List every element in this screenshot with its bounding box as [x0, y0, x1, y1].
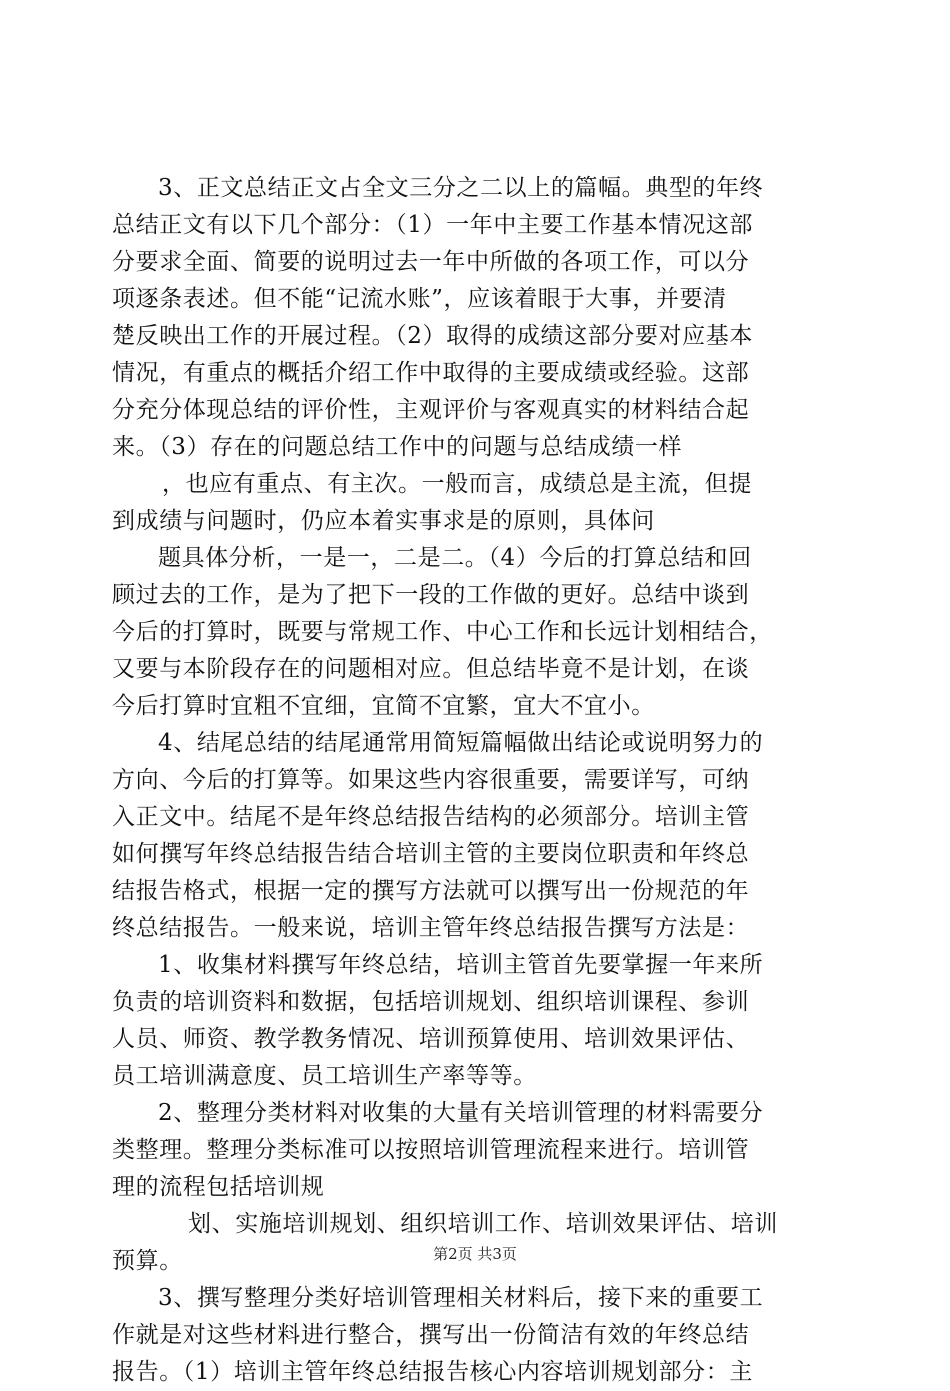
text-line: 4、结尾总结的结尾通常用简短篇幅做出结论或说明努力的 [158, 730, 764, 756]
text-line: 入正文中。结尾不是年终总结报告结构的必须部分。培训主管 [112, 804, 750, 830]
text-line: 3、正文总结正文占全文三分之二以上的篇幅。典型的年终 [158, 175, 764, 201]
text-line: 题具体分析，一是一，二是二。（4）今后的打算总结和回 [158, 545, 752, 571]
text-line: 又要与本阶段存在的问题相对应。但总结毕竟不是计划，在谈 [112, 656, 750, 682]
text-line: 理的流程包括培训规 [112, 1174, 325, 1200]
text-line: 报告。（1）培训主管年终总结报告核心内容培训规划部分：主 [112, 1359, 753, 1385]
text-line: 1、收集材料撰写年终总结，培训主管首先要掌握一年来所 [158, 952, 764, 978]
text-line: 人员、师资、教学教务情况、培训预算使用、培训效果评估、 [112, 1026, 750, 1052]
text-line: 项逐条表述。但不能“记流水账”，应该着眼于大事，并要清 [112, 286, 727, 312]
text-line: 类整理。整理分类标准可以按照培训管理流程来进行。培训管 [112, 1137, 750, 1163]
text-line: 今后打算时宜粗不宜细，宜简不宜繁，宜大不宜小。 [112, 693, 655, 719]
text-line: 3、撰写整理分类好培训管理相关材料后，接下来的重要工 [158, 1285, 764, 1311]
text-line: 顾过去的工作，是为了把下一段的工作做的更好。总结中谈到 [112, 582, 750, 608]
text-line: 分要求全面、简要的说明过去一年中所做的各项工作，可以分 [112, 249, 750, 275]
text-line: 作就是对这些材料进行整合，撰写出一份简洁有效的年终总结 [112, 1322, 750, 1348]
text-line: 方向、今后的打算等。如果这些内容很重要，需要详写，可纳 [112, 767, 750, 793]
text-line: 如何撰写年终总结报告结合培训主管的主要岗位职责和年终总 [112, 841, 750, 867]
text-line: 总结正文有以下几个部分：（1）一年中主要工作基本情况这部 [112, 212, 753, 238]
text-line: 到成绩与问题时，仍应本着实事求是的原则，具体问 [112, 508, 655, 534]
text-line: 分充分体现总结的评价性，主观评价与客观真实的材料结合起 [112, 397, 750, 423]
text-line: ，也应有重点、有主次。一般而言，成绩总是主流，但提 [162, 471, 752, 497]
text-line: 结报告格式，根据一定的撰写方法就可以撰写出一份规范的年 [112, 878, 750, 904]
text-line: 负责的培训资料和数据，包括培训规划、组织培训课程、参训 [112, 989, 750, 1015]
text-line: 来。（3）存在的问题总结工作中的问题与总结成绩一样 [112, 434, 683, 460]
text-line: 今后的打算时，既要与常规工作、中心工作和长远计划相结合， [112, 619, 773, 645]
text-line: 终总结报告。一般来说，培训主管年终总结报告撰写方法是： [112, 915, 750, 941]
text-line: 情况，有重点的概括介绍工作中取得的主要成绩或经验。这部 [112, 360, 750, 386]
text-line: 2、整理分类材料对收集的大量有关培训管理的材料需要分 [158, 1100, 764, 1126]
page-number-footer: 第2页 共3页 [433, 1245, 517, 1263]
document-body [112, 170, 840, 1391]
text-line: 预算。 [112, 1248, 183, 1274]
text-line: 员工培训满意度、员工培训生产率等等。 [112, 1063, 537, 1089]
text-line: 划、实施培训规划、组织培训工作、培训效果评估、培训 [188, 1211, 778, 1237]
text-line: 楚反映出工作的开展过程。（2）取得的成绩这部分要对应基本 [112, 323, 753, 349]
